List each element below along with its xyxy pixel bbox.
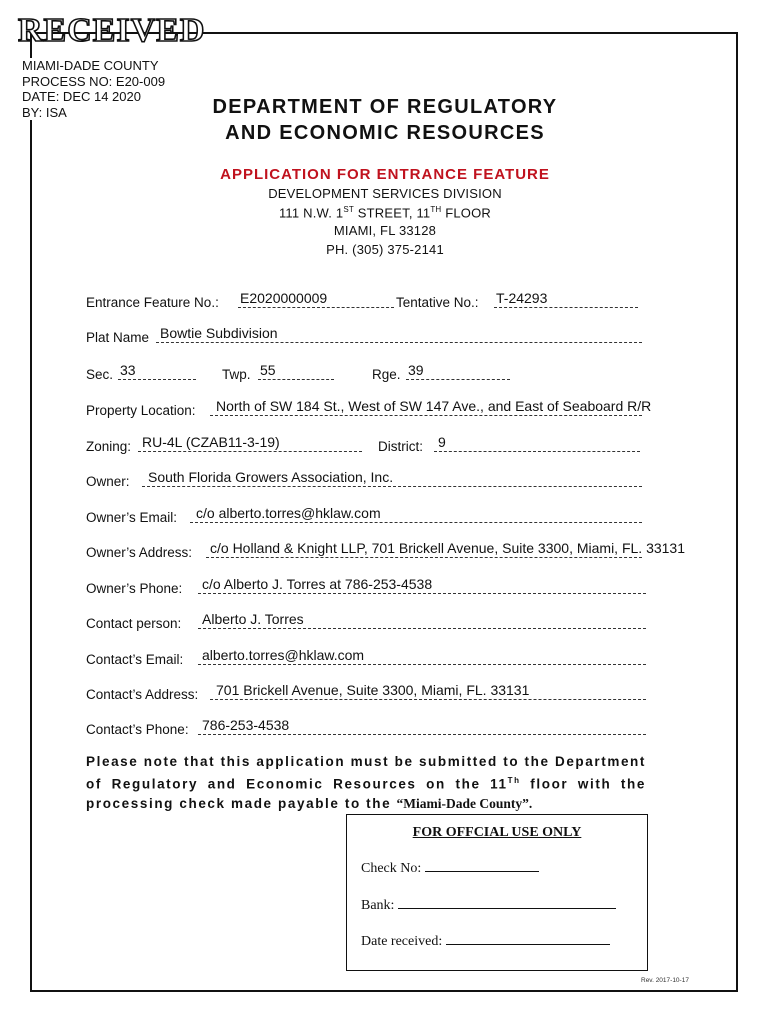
field-line	[206, 557, 642, 558]
field-line	[238, 307, 394, 308]
field-label: Contact’s Email:	[86, 652, 184, 667]
street-address	[0, 205, 770, 220]
field-label: District:	[378, 439, 423, 454]
field-line	[142, 486, 642, 487]
field-line	[156, 342, 642, 343]
field-label: Plat Name	[86, 330, 150, 345]
field-value: 9	[438, 434, 446, 450]
entrance-feature-no-field[interactable]	[86, 292, 396, 310]
field-label: Contact’s Phone:	[86, 722, 189, 737]
contact-phone-field[interactable]	[86, 719, 648, 737]
note-sup: Th	[507, 776, 521, 785]
field-value: c/o Alberto J. Torres at 786-253-4538	[202, 576, 433, 592]
field-value: Bowtie Subdivision	[160, 325, 278, 341]
field-label: Owner’s Email:	[86, 510, 178, 525]
field-value: 33	[120, 362, 136, 378]
owner-field[interactable]	[86, 471, 646, 489]
field-line	[198, 734, 646, 735]
stamp-by: BY: ISA	[22, 104, 67, 120]
field-value: c/o Holland & Knight LLP, 701 Brickell Avenue, Suite 3300, Miami, FL. 33131	[210, 540, 686, 556]
floor-sup: TH	[430, 205, 442, 214]
field-value: South Florida Growers Association, Inc.	[148, 469, 394, 485]
street-part: STREET, 11	[353, 205, 431, 221]
field-value: alberto.torres@hklaw.com	[202, 647, 365, 663]
check-no-line	[425, 859, 539, 872]
field-value: Alberto J. Torres	[202, 611, 304, 627]
date-received-label: Date received:	[361, 934, 443, 949]
property-location-field[interactable]	[86, 400, 692, 418]
field-label: Zoning:	[86, 439, 132, 454]
field-value: RU-4L (CZAB11-3-19)	[142, 434, 280, 450]
field-line	[138, 451, 362, 452]
street-part: FLOOR	[441, 205, 492, 221]
field-line	[198, 664, 646, 665]
check-no-label: Check No:	[361, 861, 422, 876]
stamp-date: DATE: DEC 14 2020	[22, 89, 141, 104]
check-no-field[interactable]	[361, 859, 539, 877]
field-label: Contact’s Address:	[86, 687, 199, 702]
date-received-field[interactable]	[361, 932, 610, 950]
bank-label: Bank:	[361, 898, 395, 913]
field-label: Owner’s Address:	[86, 545, 193, 560]
office-phone: PH. (305) 375-2141	[326, 242, 444, 257]
sec-field[interactable]	[86, 364, 198, 382]
field-line	[258, 379, 334, 380]
department-title-line2: AND ECONOMIC RESOURCES	[225, 122, 545, 144]
department-title-line1: DEPARTMENT OF REGULATORY	[212, 96, 558, 118]
field-line	[198, 628, 646, 629]
field-label: Owner:	[86, 474, 130, 489]
field-value: 55	[260, 362, 276, 378]
field-line	[198, 593, 646, 594]
revision-date: Rev. 2017-10-17	[641, 977, 689, 984]
plat-name-field[interactable]	[86, 327, 646, 345]
field-line	[210, 699, 646, 700]
stamp-process-no: PROCESS NO: E20-009	[22, 73, 166, 89]
field-label: Property Location:	[86, 403, 196, 418]
field-label: Tentative No.:	[396, 295, 479, 310]
city-address: MIAMI, FL 33128	[333, 223, 437, 238]
field-value: E2020000009	[240, 290, 328, 306]
field-line	[210, 415, 642, 416]
division-name: DEVELOPMENT SERVICES DIVISION	[268, 186, 502, 201]
date-received-line	[446, 932, 610, 945]
official-use-box	[346, 814, 648, 971]
field-value: T-24293	[496, 290, 548, 306]
tentative-no-field[interactable]	[396, 292, 642, 310]
field-value: North of SW 184 St., West of SW 147 Ave., and East of Seaboard R/R	[216, 398, 652, 414]
contact-address-field[interactable]	[86, 684, 648, 702]
field-label: Twp.	[222, 367, 251, 382]
contact-person-field[interactable]	[86, 613, 648, 631]
field-line	[434, 451, 640, 452]
field-label: Rge.	[372, 367, 401, 382]
bank-line	[398, 896, 616, 909]
field-line	[190, 522, 642, 523]
field-line	[118, 379, 196, 380]
owner-phone-field[interactable]	[86, 578, 648, 596]
field-value: 786-253-4538	[202, 717, 290, 733]
stamp-county: MIAMI-DADE COUNTY	[22, 58, 159, 73]
owner-address-field[interactable]	[86, 542, 736, 560]
application-title: APPLICATION FOR ENTRANCE FEATURE	[220, 166, 550, 183]
payee-name: “Miami-Dade County”.	[396, 795, 533, 811]
district-field[interactable]	[378, 436, 644, 454]
zoning-field[interactable]	[86, 436, 366, 454]
field-label: Entrance Feature No.:	[86, 295, 219, 310]
field-label: Contact person:	[86, 616, 182, 631]
rge-field[interactable]	[372, 364, 512, 382]
official-use-heading-text: FOR OFFCIAL USE ONLY	[412, 825, 582, 840]
note-text: floor with the processing check made payable to the	[86, 776, 646, 811]
field-label: Sec.	[86, 367, 114, 382]
field-value: 701 Brickell Avenue, Suite 3300, Miami, FL. 33131	[216, 682, 530, 698]
submission-note	[86, 752, 646, 813]
official-use-heading	[347, 825, 647, 841]
street-sup: ST	[343, 205, 354, 214]
street-part: 111 N.W. 1	[278, 205, 344, 221]
contact-email-field[interactable]	[86, 649, 648, 667]
owner-email-field[interactable]	[86, 507, 646, 525]
twp-field[interactable]	[222, 364, 338, 382]
received-stamp: RECEIVED	[18, 12, 206, 49]
note-text: Please note that this application must be submitted to the Department of Regulatory and Economic Resources on the 11	[86, 754, 646, 792]
field-line	[494, 307, 638, 308]
field-line	[406, 379, 510, 380]
bank-field[interactable]	[361, 896, 616, 914]
field-value: c/o alberto.torres@hklaw.com	[196, 505, 381, 521]
field-value: 39	[408, 362, 424, 378]
field-label: Owner’s Phone:	[86, 581, 183, 596]
